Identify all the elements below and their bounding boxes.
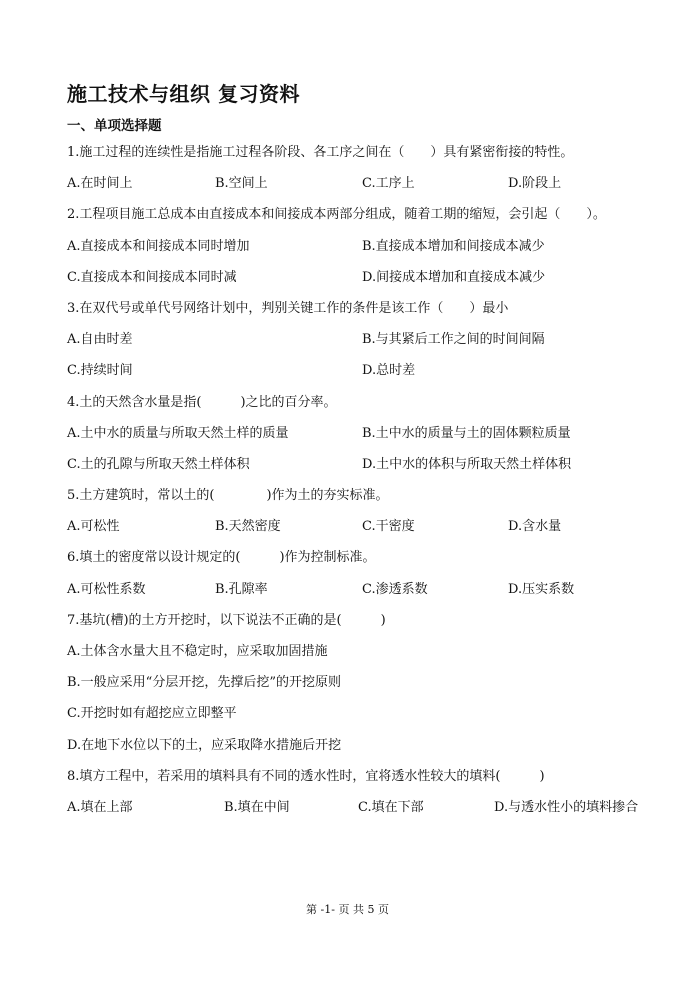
option-b: B.空间上 <box>215 176 268 192</box>
option-c: C.填在下部 <box>358 799 424 815</box>
question-7: 7.基坑(槽)的土方开挖时，以下说法不正确的是( ) <box>67 612 386 628</box>
question-3-options-row2 <box>67 355 647 386</box>
question-5: 5.土方建筑时，常以土的( )作为土的夯实标准。 <box>67 488 389 504</box>
option-a: A.土体含水量大且不稳定时，应采取加固措施 <box>67 644 328 659</box>
question-4-options-row2 <box>67 449 647 480</box>
option-b: B.填在中间 <box>224 799 290 815</box>
option-d: D.与透水性小的填料掺合 <box>494 799 639 815</box>
option-b: B.与其紧后工作之间的时间间隔 <box>362 332 545 348</box>
option-c: C.渗透系数 <box>362 581 428 597</box>
question-8-options <box>67 792 647 823</box>
option-d: D.含水量 <box>508 519 562 535</box>
option-c: C.工序上 <box>362 176 415 192</box>
question-2-options-row1 <box>67 231 647 262</box>
option-d: D.阶段上 <box>508 176 562 192</box>
option-d: D.土中水的体积与所取天然土样体积 <box>362 456 572 472</box>
option-c: C.干密度 <box>362 519 415 535</box>
question-4-options-row1 <box>67 418 647 449</box>
option-a: A.填在上部 <box>67 799 133 815</box>
question-3: 3.在双代号或单代号网络计划中，判别关键工作的条件是该工作（ ）最小 <box>67 300 509 316</box>
question-2-options-row2 <box>67 262 647 293</box>
question-3-options-row1 <box>67 324 647 355</box>
option-a: A.自由时差 <box>67 332 133 348</box>
option-c: C.持续时间 <box>67 363 133 379</box>
option-b: B.孔隙率 <box>215 581 268 597</box>
option-a: A.在时间上 <box>67 176 133 192</box>
option-b: B.天然密度 <box>215 519 281 535</box>
question-6-options <box>67 574 647 605</box>
option-c: C.直接成本和间接成本同时减 <box>67 269 237 285</box>
document-title: 施工技术与组织 复习资料 <box>67 82 300 106</box>
question-2: 2.工程项目施工总成本由直接成本和间接成本两部分组成，随着工期的缩短，会引起（ ）。 <box>67 207 606 223</box>
option-a: A.直接成本和间接成本同时增加 <box>67 238 250 254</box>
page-footer: 第 -1- 页 共 5 页 <box>306 903 389 916</box>
question-8: 8.填方工程中，若采用的填料具有不同的透水性时，宜将透水性较大的填料( ) <box>67 768 545 784</box>
question-list <box>67 137 647 823</box>
option-d: D.间接成本增加和直接成本减少 <box>362 269 546 285</box>
question-6: 6.填土的密度常以设计规定的( )作为控制标准。 <box>67 550 376 566</box>
question-1-options <box>67 168 647 199</box>
option-a: A.可松性系数 <box>67 581 146 597</box>
option-c: C.开挖时如有超挖应立即整平 <box>67 706 237 722</box>
option-a: A.可松性 <box>67 519 120 535</box>
question-1: 1.施工过程的连续性是指施工过程各阶段、各工序之间在（ ）具有紧密衔接的特性。 <box>67 145 574 160</box>
section-heading: 一、单项选择题 <box>67 118 162 134</box>
option-d: D.在地下水位以下的土，应采取降水措施后开挖 <box>67 737 342 753</box>
option-b: B.一般应采用“分层开挖，先撑后挖”的开挖原则 <box>67 675 341 691</box>
option-d: D.总时差 <box>362 363 416 379</box>
question-4: 4.土的天然含水量是指( )之比的百分率。 <box>67 394 337 410</box>
option-c: C.土的孔隙与所取天然土样体积 <box>67 456 250 472</box>
option-a: A.土中水的质量与所取天然土样的质量 <box>67 425 289 441</box>
option-d: D.压实系数 <box>508 581 575 597</box>
option-b: B.直接成本增加和间接成本减少 <box>362 238 545 254</box>
option-b: B.土中水的质量与土的固体颗粒质量 <box>362 425 571 441</box>
question-5-options <box>67 511 647 542</box>
